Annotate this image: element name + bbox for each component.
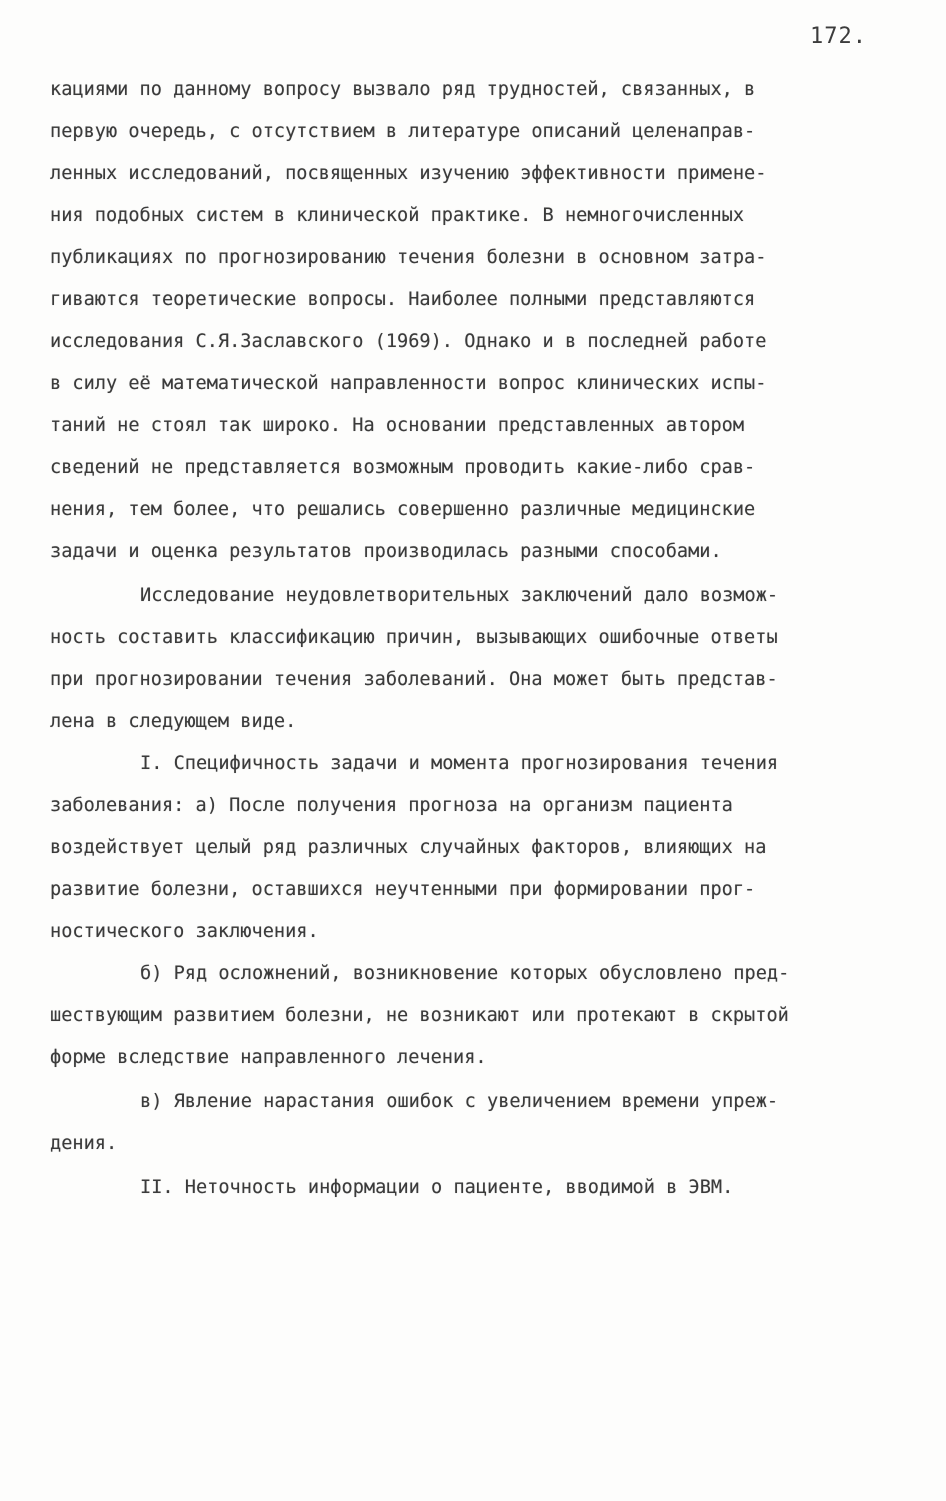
text-line: шествующим развитием болезни, не возникают или протекают в скрытой — [50, 1005, 789, 1026]
page-number: 172. — [810, 24, 867, 49]
text-line: I. Специфичность задачи и момента прогнозирования течения — [140, 753, 779, 774]
text-line: нения, тем более, что решались совершенно различные медицинские — [50, 499, 756, 520]
text-line: лена в следующем виде. — [50, 711, 297, 732]
text-line: б) Ряд осложнений, возникновение которых обусловлено пред- — [140, 963, 790, 984]
text-line: задачи и оценка результатов производилась разными способами. — [50, 541, 722, 562]
text-line: публикациях по прогнозированию течения болезни в основном затра- — [50, 247, 767, 268]
text-line: первую очередь, с отсутствием в литературе описаний целенаправ- — [50, 121, 756, 142]
text-line: исследования С.Я.Заславского (1969). Однако и в последней работе — [50, 331, 767, 352]
text-line: кациями по данному вопросу вызвало ряд трудностей, связанных, в — [50, 79, 756, 100]
text-line: развитие болезни, оставшихся неучтенными при формировании прог- — [50, 879, 756, 900]
text-line: воздействует целый ряд различных случайных факторов, влияющих на — [50, 837, 767, 858]
text-line: таний не стоял так широко. На основании представленных автором — [50, 415, 745, 436]
text-line: дения. — [50, 1133, 118, 1154]
text-line: II. Неточность информации о пациенте, вводимой в ЭВМ. — [140, 1177, 734, 1198]
text-line: ленных исследований, посвященных изучению эффективности примене- — [50, 163, 767, 184]
text-line: ностического заключения. — [50, 921, 319, 942]
text-line: Исследование неудовлетворительных заключений дало возмож- — [140, 585, 779, 606]
text-line: форме вследствие направленного лечения. — [50, 1047, 487, 1068]
text-line: сведений не представляется возможным проводить какие-либо срав- — [50, 457, 756, 478]
text-line: в) Явление нарастания ошибок с увеличением времени упреж- — [140, 1091, 779, 1112]
text-line: в силу её математической направленности вопрос клинических испы- — [50, 373, 767, 394]
text-line: гиваются теоретические вопросы. Наиболее полными представляются — [50, 289, 756, 310]
text-line: ния подобных систем в клинической практике. В немногочисленных — [50, 205, 745, 226]
text-line: ность составить классификацию причин, вызывающих ошибочные ответы — [50, 627, 778, 648]
text-line: при прогнозировании течения заболеваний. Она может быть представ- — [50, 669, 778, 690]
text-line: заболевания: а) После получения прогноза на организм пациента — [50, 795, 733, 816]
